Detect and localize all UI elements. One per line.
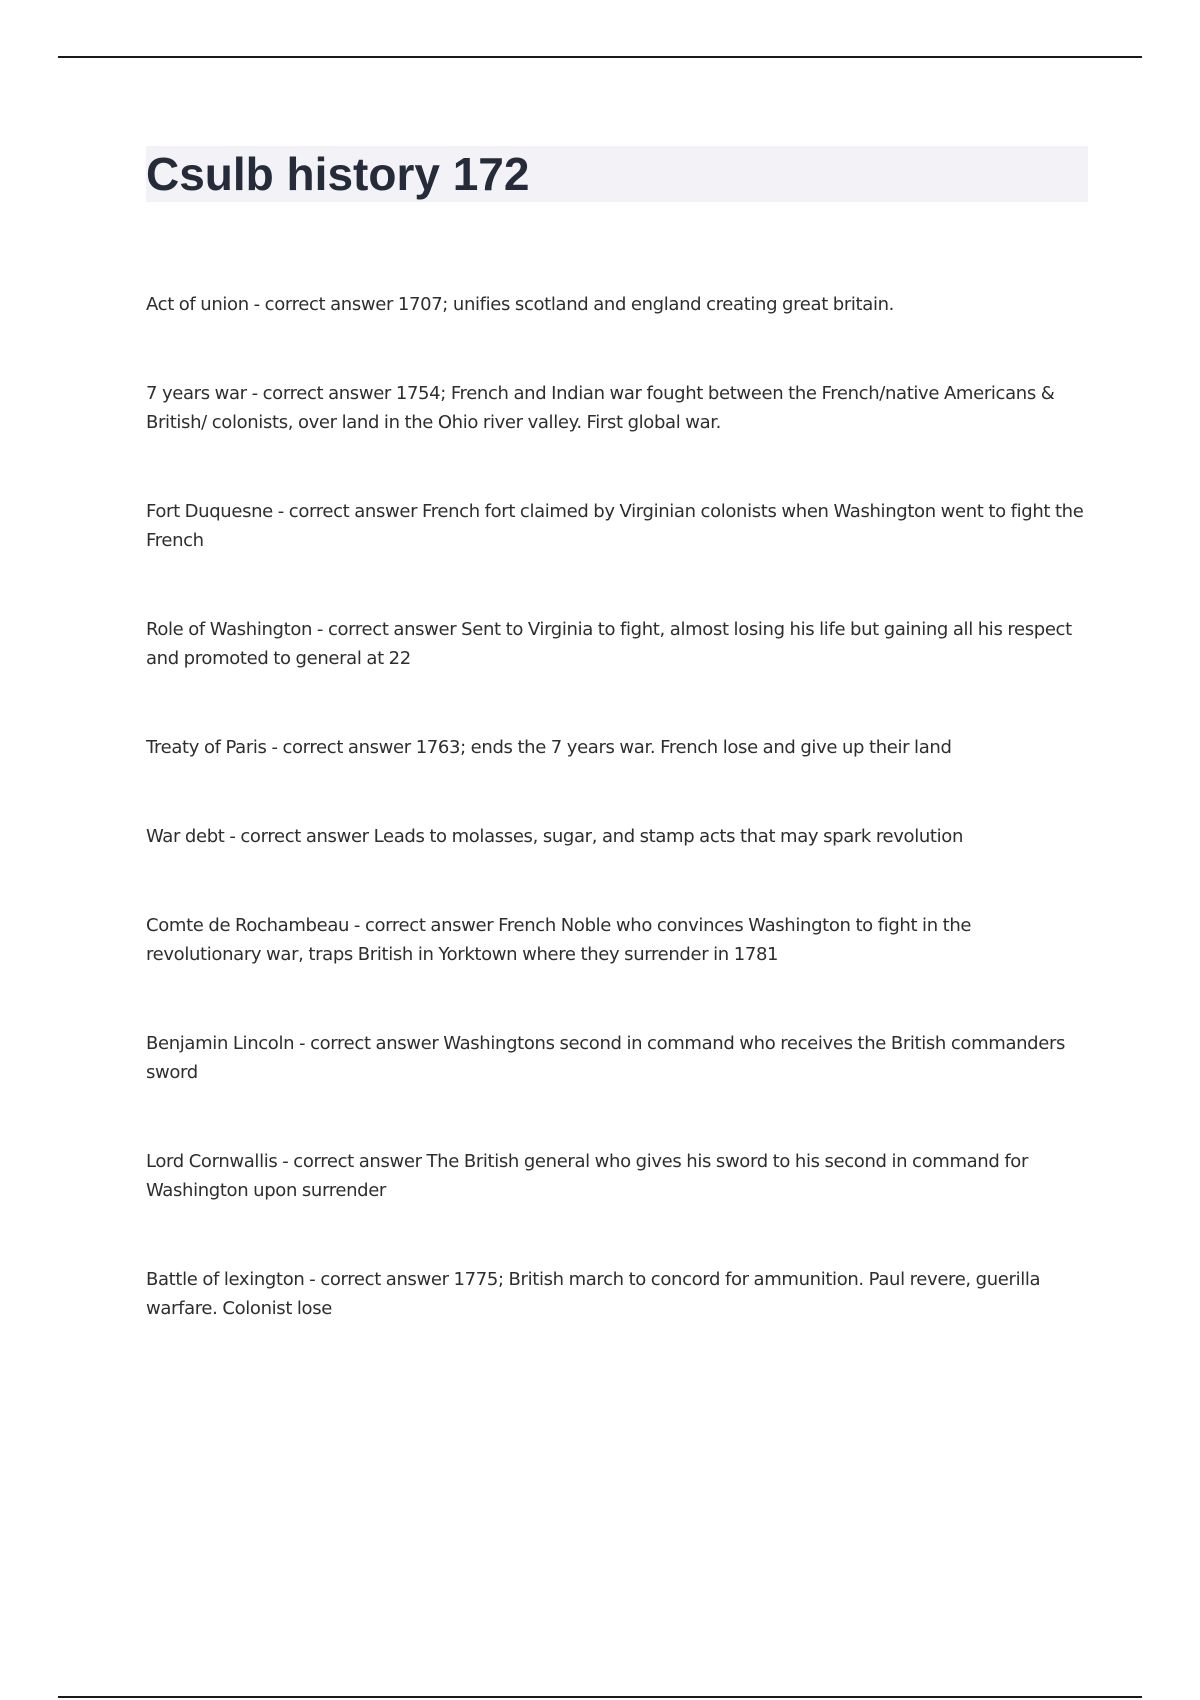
title-banner xyxy=(146,146,1088,202)
list-item: Lord Cornwallis - correct answer The British general who gives his sword to his second in command for Washington upon surrender xyxy=(146,1151,1029,1201)
list-item: Role of Washington - correct answer Sent to Virginia to fight, almost losing his life but gaining all his respect and promoted to general at 22 xyxy=(146,619,1072,669)
bottom-divider xyxy=(58,1696,1142,1698)
page-title: Csulb history 172 xyxy=(146,148,530,200)
list-item: Battle of lexington - correct answer 1775; British march to concord for ammunition. Paul revere, guerilla warfare. Colonist lose xyxy=(146,1269,1041,1319)
list-item: Fort Duquesne - correct answer French fort claimed by Virginian colonists when Washington went to fight the French xyxy=(146,501,1084,551)
list-item: War debt - correct answer Leads to molasses, sugar, and stamp acts that may spark revolution xyxy=(146,826,963,847)
flashcard-list xyxy=(146,290,1086,1383)
list-item: Comte de Rochambeau - correct answer French Noble who convinces Washington to fight in the revolutionary war, traps British in Yorktown where they surrender in 1781 xyxy=(146,915,972,965)
top-divider xyxy=(58,56,1142,58)
list-item: Benjamin Lincoln - correct answer Washingtons second in command who receives the British commanders sword xyxy=(146,1033,1066,1083)
list-item: Treaty of Paris - correct answer 1763; ends the 7 years war. French lose and give up their land xyxy=(146,737,952,758)
list-item: Act of union - correct answer 1707; unifies scotland and england creating great britain. xyxy=(146,294,895,315)
list-item: 7 years war - correct answer 1754; French and Indian war fought between the French/native Americans & British/ colonists, over land in the Ohio river valley. First global war. xyxy=(146,383,1055,433)
